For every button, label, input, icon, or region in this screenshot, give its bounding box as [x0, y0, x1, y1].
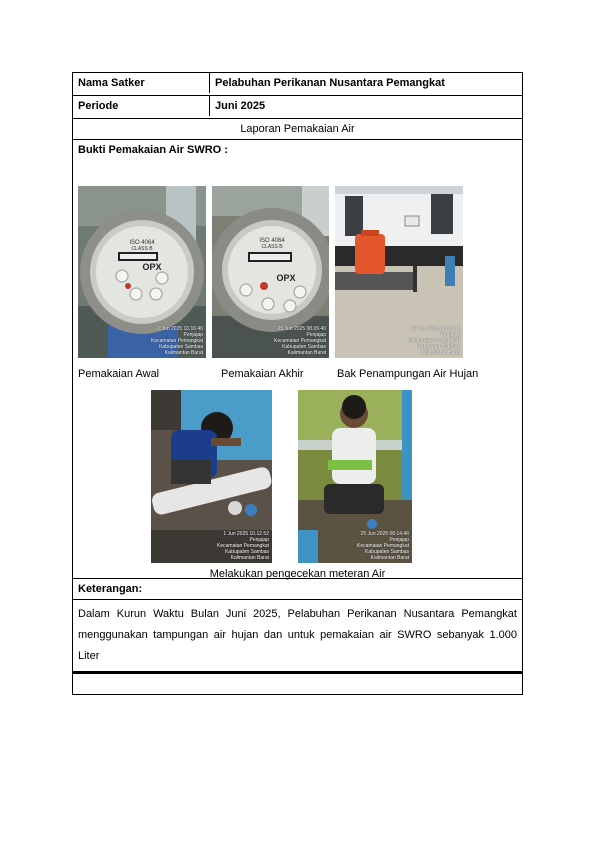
- meter-class-1: CLASS B: [131, 246, 153, 252]
- photo-rain-tank: [335, 186, 463, 358]
- meter-brand-2: OPX: [276, 273, 296, 283]
- photo-meter-start: [78, 186, 206, 358]
- report-title: Laporan Pemakaian Air: [72, 119, 523, 140]
- periode-label: Periode: [73, 96, 210, 116]
- evidence-heading: Bukti Pemakaian Air SWRO :: [72, 140, 523, 160]
- meter-class-2: CLASS B: [261, 244, 283, 250]
- satker-label: Nama Satker: [73, 73, 210, 93]
- caption-tank: Bak Penampungan Air Hujan: [337, 368, 479, 380]
- meter-std-1: ISO 4064: [129, 240, 155, 246]
- meter-std-2: ISO 4064: [259, 238, 285, 244]
- notes-heading: Keterangan:: [73, 579, 522, 600]
- notes-section: [72, 578, 523, 672]
- photo-stamp-5: 25 Jun 2025 08.14.46 Penjajap Kecamatan Pemangkat Kabupaten Sambas Kalimantan Barat: [357, 531, 409, 561]
- meter-brand-1: OPX: [142, 262, 162, 272]
- photo-stamp-2: 25 Jun 2025 08.09.40 Penjajap Kecamatan Pemangkat Kabupaten Sambas Kalimantan Barat: [274, 326, 326, 356]
- photo-stamp-1: 1 Jun 2025 10.10.46 Penjajap Kecamatan Pemangkat Kabupaten Sambas Kalimantan Barat: [151, 326, 203, 356]
- report-document: [72, 72, 523, 695]
- notes-body: Dalam Kurun Waktu Bulan Juni 2025, Pelabuhan Perikanan Nusantara Pemangkat menggunakan tampungan air hujan dan untuk pemakaian air SWRO sebanyak 1.000 Liter: [78, 608, 517, 662]
- caption-end: Pemakaian Akhir: [221, 368, 304, 380]
- photo-meter-end: [212, 186, 329, 358]
- photo-check-meter-1: [151, 390, 272, 563]
- caption-start: Pemakaian Awal: [78, 368, 160, 380]
- periode-value: Juni 2025: [215, 100, 266, 112]
- photo-area: [72, 160, 523, 578]
- empty-row: [72, 672, 523, 695]
- photo-stamp-4: 1 Jun 2025 10.12.52 Penjajap Kecamatan Pemangkat Kabupaten Sambas Kalimantan Barat: [217, 531, 269, 561]
- photo-check-meter-2: [298, 390, 412, 563]
- caption-check: Melakukan pengecekan meteran Air: [209, 568, 386, 580]
- satker-row: [72, 72, 523, 96]
- photo-stamp-3: 29 Jun 2025 08.03.01 Penjajap Kecamatan Pemangkat Kabupaten Sambas Kalimantan Barat: [408, 326, 460, 356]
- satker-value: Pelabuhan Perikanan Nusantara Pemangkat: [215, 77, 445, 89]
- periode-row: [72, 96, 523, 119]
